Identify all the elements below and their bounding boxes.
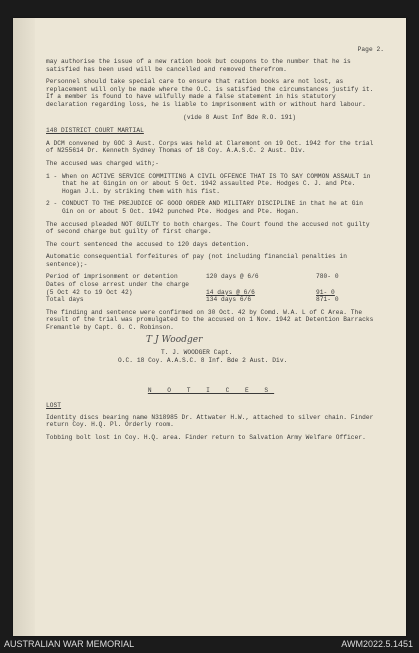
charge-2	[46, 200, 376, 215]
section-148-paragraph-1: A DCM convened by GOC 3 Aust. Corps was held at Claremont on 19 Oct. 1942 for the trial of N255614 Dr. Kenneth Sydney Thomas of 18 Coy. A.A.S.C. 2 Aust. Div.	[46, 139, 374, 155]
table-row-label: Period of imprisonment or detention	[46, 273, 178, 281]
signatory-title: O.C. 18 Coy. A.A.S.C. 8 Inf. Bde 2 Aust. Div.	[118, 356, 288, 364]
charge-1	[46, 173, 376, 196]
section-148-paragraph-3: The accused pleaded NOT GUILTY to both charges. The Court found the accused not guilty of second charge but guilty of first charge.	[46, 220, 370, 236]
table-row-days: 134 days 6/6	[206, 296, 252, 304]
section-148-paragraph-2: The accused was charged with;-	[46, 159, 159, 167]
binding-margin	[13, 18, 35, 636]
table-row-amount: 780- 0	[316, 273, 339, 281]
intro-paragraph-1: may authorise the issue of a new ration book but coupons to the number that he is satisfied has been used will be cancelled and removed therefrom.	[46, 58, 351, 73]
intro-reference: (vide 8 Aust Inf Bde R.O. 191)	[183, 113, 296, 121]
section-148-paragraph-4: The court sentenced the accused to 120 days detention.	[46, 240, 250, 248]
forfeiture-table	[46, 273, 376, 303]
document-page	[13, 18, 406, 636]
footer-bar	[0, 636, 419, 653]
signatory-name: T. J. WOODGER Capt.	[161, 348, 233, 356]
lost-heading: LOST	[46, 402, 62, 410]
table-row-label: Dates of close arrest under the charge	[46, 281, 189, 289]
section-148-paragraph-5: Automatic consequential forfeitures of pay (not including financial penalties in sentence);-	[46, 253, 348, 268]
section-148-paragraph-6: The finding and sentence were confirmed on 30 Oct. 42 by Comd. W.A. L of C Area. The result of the trial was promulgated to the accused on 1 Nov. 1942 at Detention Barracks Fremantle by Capt. G. C. Robinson.	[46, 308, 374, 332]
handwritten-signature: T J Woodger	[146, 334, 203, 345]
table-row-amount: 91- 0	[316, 288, 335, 296]
notices-heading: N O T I C E S	[147, 386, 275, 394]
charge-2-text: CONDUCT TO THE PREJUDICE OF GOOD ORDER AND MILITARY DISCIPLINE in that he at Gin Gin on or about 5 Oct. 1942 punched Pte. Hodges and Pte. Hogan.	[62, 200, 364, 215]
intro-paragraph-2: Personnel should take special care to ensure that ration books are not lost, as replacement will only be made where the O.C. is satisfied the circumstances justify it. If a member is found to have wilfully made a false statement in his statutory declaration regarding loss, he is liable to imprisonment with or without hard labour.	[46, 78, 374, 108]
charge-2-number: 2 -	[46, 200, 58, 208]
page-number: Page 2.	[357, 46, 384, 53]
footer-catalog-id: AWM2022.5.1451	[341, 639, 413, 649]
table-row-amount: 871- 0	[316, 296, 339, 304]
table-row-label: (5 Oct 42 to 19 Oct 42)	[46, 288, 133, 296]
table-row-label: Total days	[46, 296, 84, 304]
signature-block	[46, 334, 376, 373]
charge-1-text: When on ACTIVE SERVICE COMMITTING A CIVIL OFFENCE THAT IS TO SAY COMMON ASSAULT in that he at Gingin on or about 5 Oct. 1942 assaulted Pte. Hodges C. J. and Pte. Hogan J.L. by striking them with his fist.	[62, 172, 371, 195]
table-row-days: 120 days @ 6/6	[206, 273, 259, 281]
charge-1-number: 1 -	[46, 172, 58, 180]
lost-item-2: Tobbing bolt lost in Coy. H.Q. area. Finder return to Salvation Army Welfare Officer.	[46, 434, 366, 441]
lost-item-1: Identity discs bearing name N318985 Dr. Attwater H.W., attached to silver chain. Finder return Coy. H.Q. Pl. Orderly room.	[46, 413, 374, 429]
table-row-days: 14 days @ 6/6	[206, 288, 255, 296]
footer-institution: AUSTRALIAN WAR MEMORIAL	[4, 639, 135, 649]
document-body	[46, 46, 384, 447]
section-148-heading: 148 DISTRICT COURT MARTIAL	[46, 127, 144, 135]
